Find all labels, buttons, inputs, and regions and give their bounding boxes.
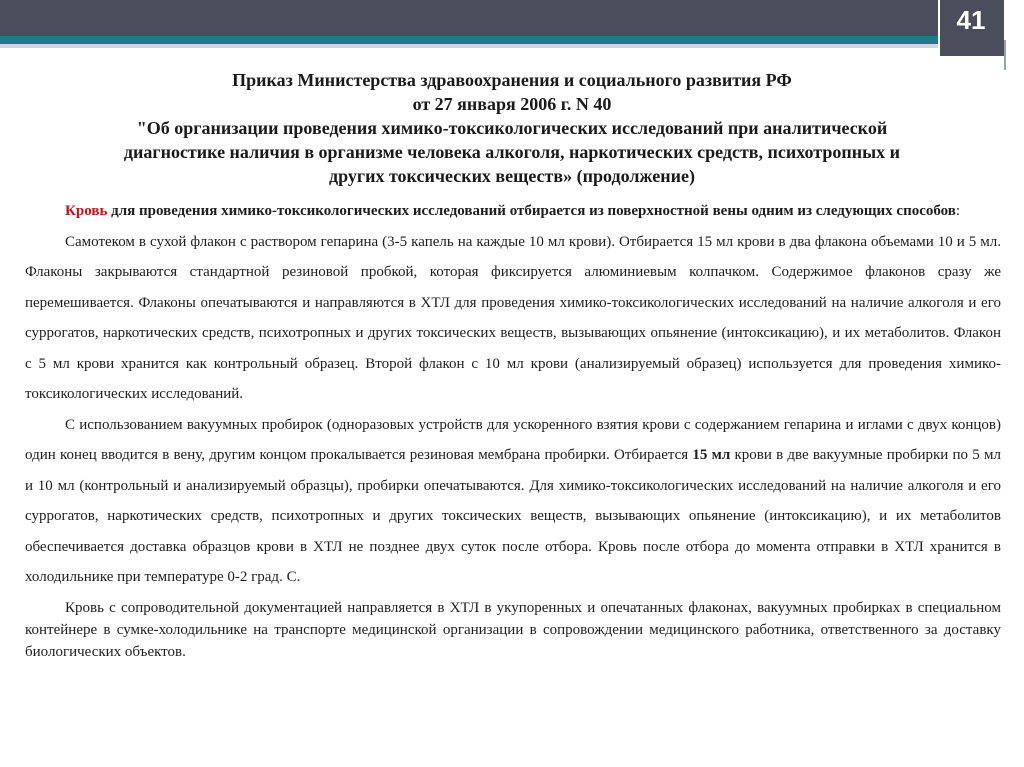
lead-colon: : bbox=[955, 203, 961, 219]
header-accent-shadow bbox=[0, 44, 1000, 48]
header-accent-band bbox=[0, 36, 1000, 44]
paragraph-vacuum-method bbox=[25, 410, 1001, 593]
slide-number: 41 bbox=[956, 5, 986, 35]
vacuum-volume: 15 мл bbox=[692, 447, 731, 463]
vacuum-text-b: крови в две вакуумные пробирки по 5 мл и 10 мл (контрольный и анализируемый образцы), пробирки опечатываются. Для химико-токсикологических исследований на наличие алкоголя и его суррогатов, наркотических средств, психотропных и других токсических веществ, вызывающих опьянение (интоксикацию), и их метаболитов обеспечивается доставка образцов крови в ХТЛ не позднее двух суток после отбора. Кровь после отбора до момента отправки в ХТЛ хранится в холодильнике при температуре 0-2 град. С. bbox=[25, 447, 1001, 585]
title-line-5: других токсических веществ» (продолжение) bbox=[329, 166, 695, 186]
lead-highlight: Кровь bbox=[65, 203, 108, 219]
lead-text: для проведения химико-токсикологических исследований отбирается из поверхностной вены одним из следующих способов bbox=[107, 203, 956, 219]
header-bar bbox=[0, 0, 1024, 40]
slide-title bbox=[40, 68, 984, 188]
paragraph-transport: Кровь с сопроводительной документацией направляется в ХТЛ в укупоренных и опечатанных флаконах, вакуумных пробирках в специальном контейнере в сумке-холодильнике на транспорте медицинской организации в сопровождении медицинского работника, ответственного за доставку биологических объектов. bbox=[25, 599, 1001, 660]
title-line-3: "Об организации проведения химико-токсикологических исследований при аналитической bbox=[136, 118, 888, 138]
title-line-1: Приказ Министерства здравоохранения и социального развития РФ bbox=[232, 70, 792, 90]
title-line-4: диагностике наличия в организме человека алкоголя, наркотических средств, психотропных и bbox=[123, 142, 901, 162]
vacuum-text-a: С использованием вакуумных пробирок (одноразовых устройств для ускоренного взятия крови с содержанием гепарина и иглами с двух концов) один конец вводится в вену, другим концом прокалывается резиновая мембрана пробирки. Отбирается bbox=[25, 416, 1001, 463]
paragraph-gravity-method: Самотеком в сухой флакон с раствором гепарина (3-5 капель на каждые 10 мл крови). Отбирается 15 мл крови в два флакона объемами 10 и 5 мл. Флаконы закрываются стандартной резиновой пробкой, которая фиксируется алюминиевым колпачком. Содержимое флаконов сразу же перемешивается. Флаконы опечатываются и направляются в ХТЛ для проведения химико-токсикологических исследований на наличие алкоголя и его суррогатов, наркотических средств, психотропных и других токсических веществ, вызывающих опьянение (интоксикацию), и их метаболитов. Флакон с 5 мл крови хранится как контрольный образец. Второй флакон с 10 мл крови (анализируемый образец) используется для проведения химико-токсикологических исследований. bbox=[25, 233, 1001, 402]
frame-line bbox=[1004, 40, 1006, 70]
slide-body bbox=[25, 196, 1001, 663]
lead-paragraph bbox=[25, 196, 1001, 227]
title-line-2: от 27 января 2006 г. N 40 bbox=[412, 94, 612, 114]
